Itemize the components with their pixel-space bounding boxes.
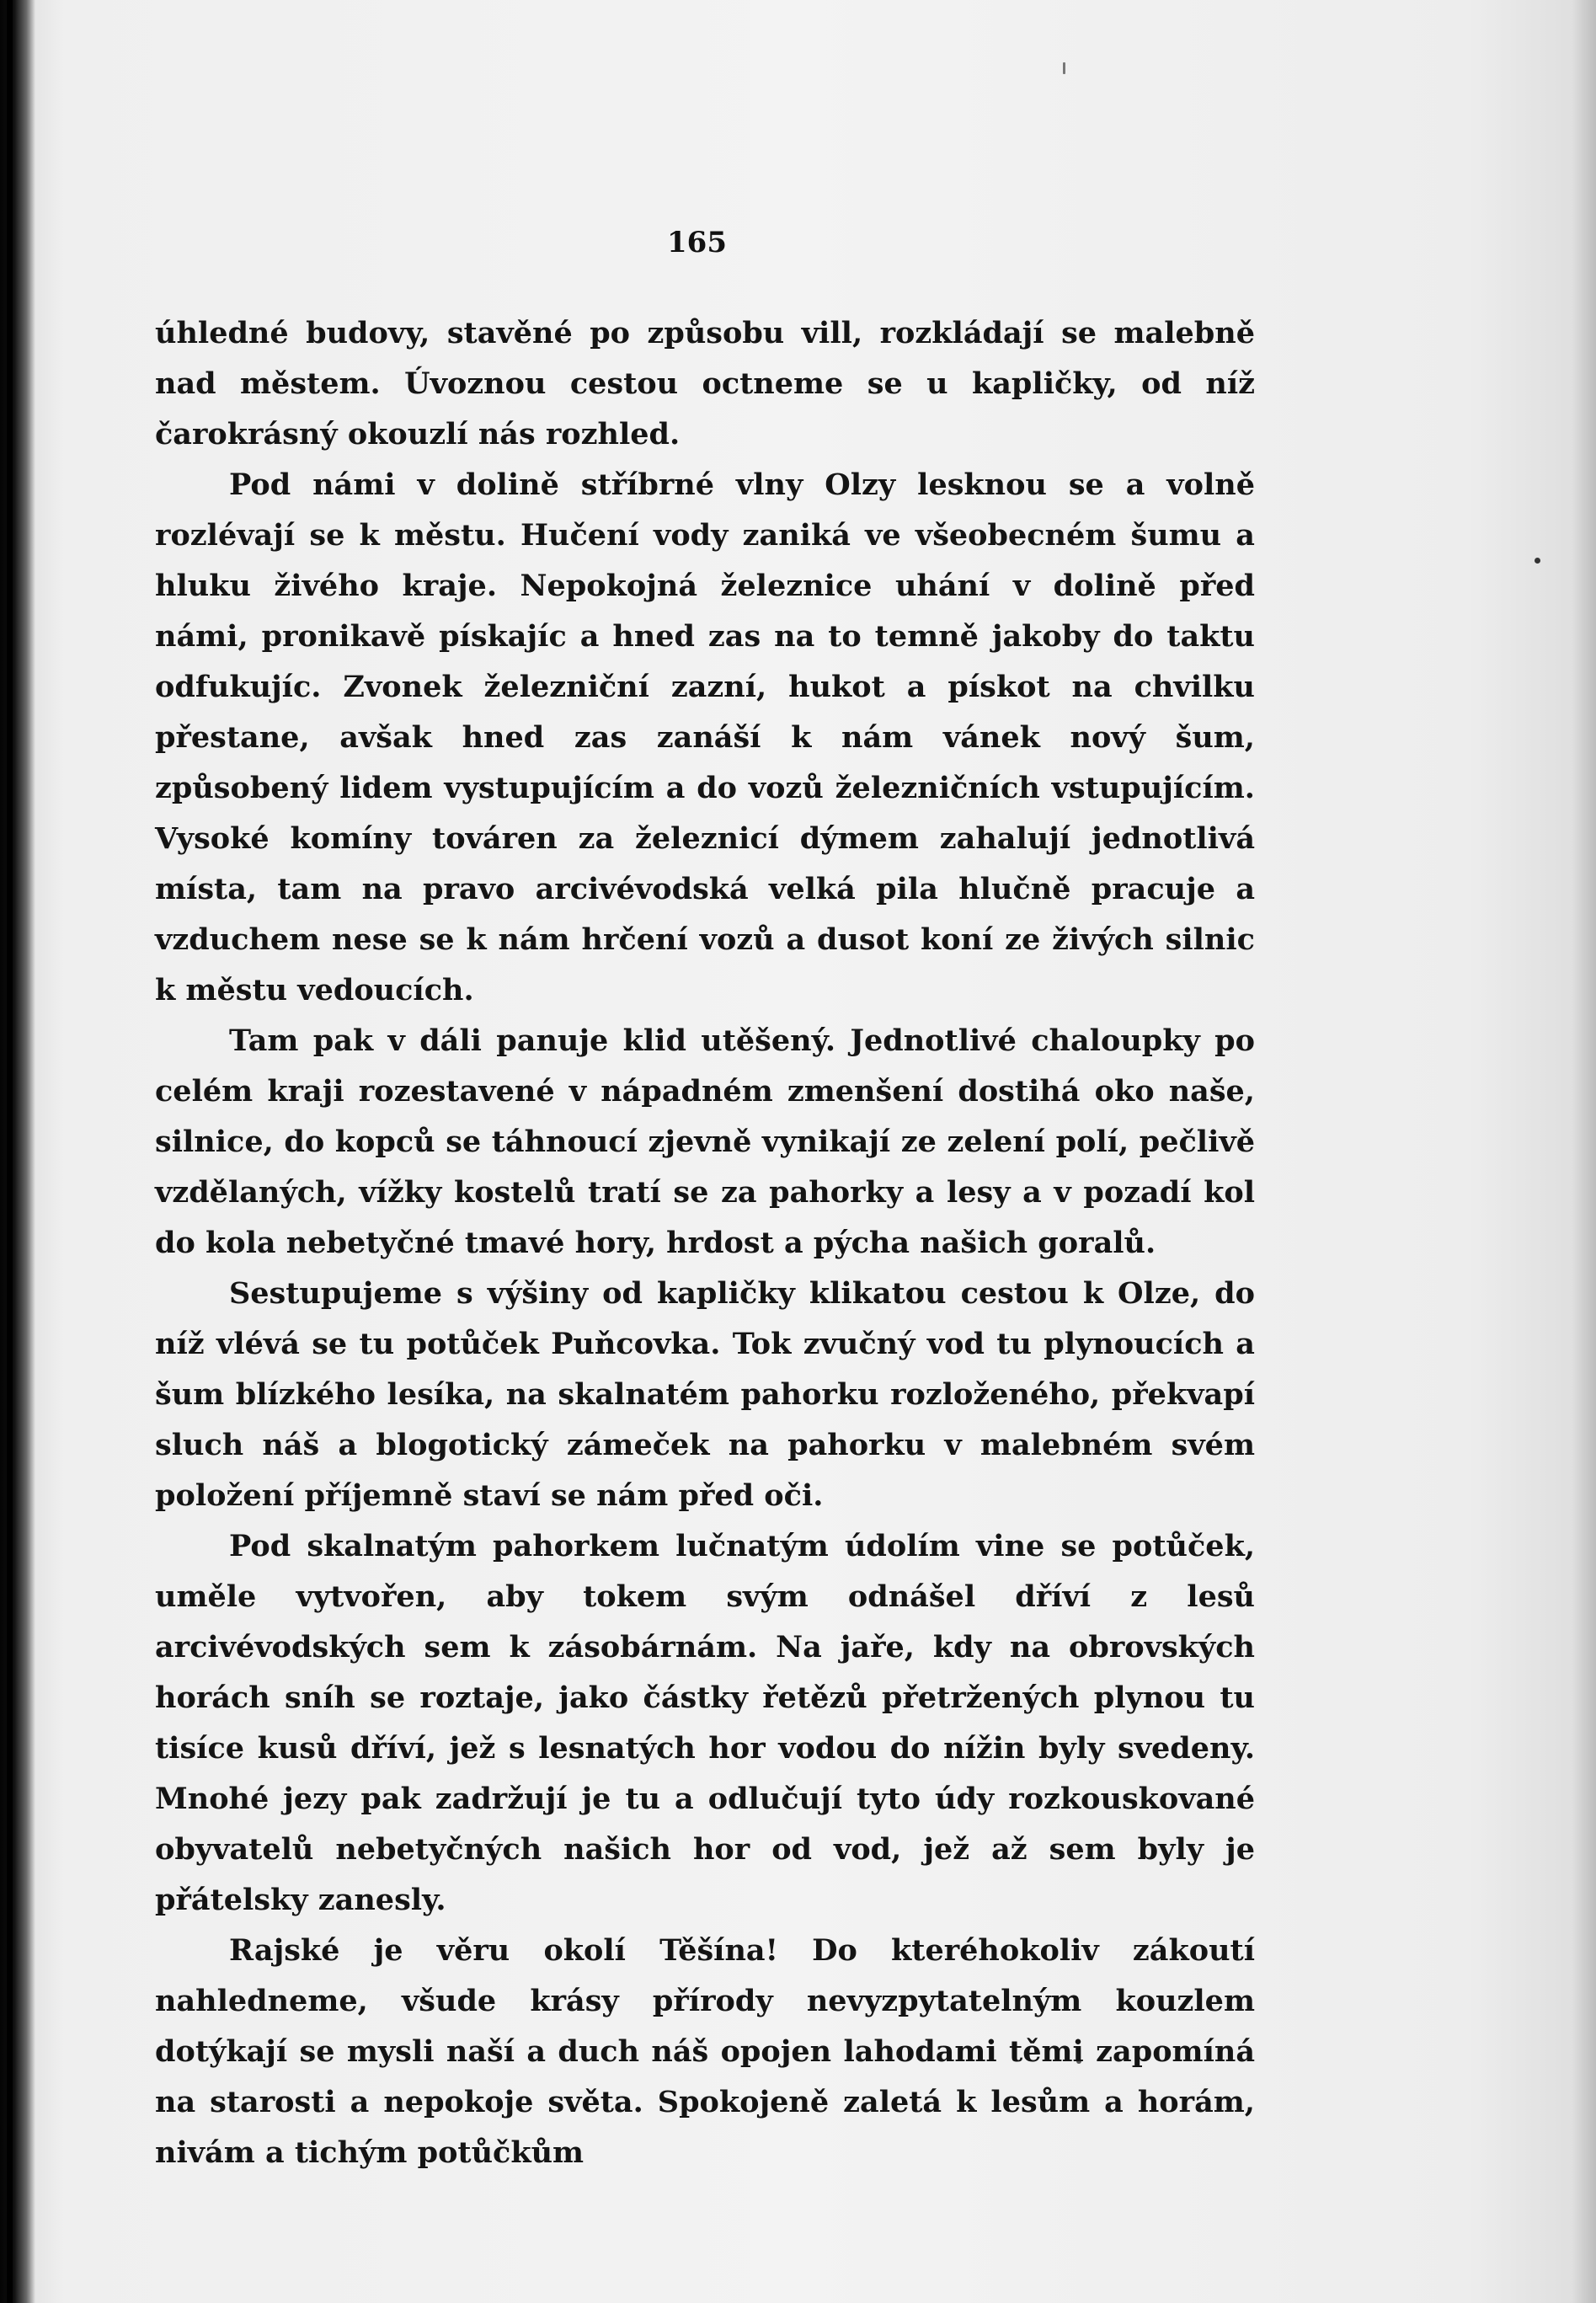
paragraph: Pod skalnatým pahorkem lučnatým údolím vine se potůček, uměle vytvořen, aby tokem svým odnášel dříví z lesů arcivévodských sem k zásobárnám. Na jaře, kdy na obrovských horách sníh se roztaje, jako částky řetězů přetržených plynou tu tisíce kusů dříví, jež s lesnatých hor vodou do nížin byly svedeny. Mnohé jezy pak zadržují je tu a odlučují tyto údy rozkouskované obyvatelů nebetyčných našich hor od vod, jež až sem byly je přátelsky zanesly. xyxy=(155,1529,1255,1917)
binding-edge xyxy=(7,0,13,2303)
page-edge-shadow xyxy=(1572,0,1596,2303)
paragraph: Rajské je věru okolí Těšína! Do kteréhokoliv zákoutí nahledneme, všude krásy přírody nevyzpytatelným kouzlem dotýkají se mysli naší a duch náš opojen lahodami těmi zapomíná na starosti a nepokoje světa. Spokojeně zaletá k lesům a horám, nivám a tichým potůčkům xyxy=(155,1933,1255,2170)
binding-shadow xyxy=(0,0,35,2303)
dust-speck xyxy=(1535,558,1540,564)
paragraph: Sestupujeme s výšiny od kapličky klikatou cestou k Olze, do níž vlévá se tu potůček Puňcovka. Tok zvučný vod tu plynoucích a šum blízkého lesíka, na skalnatém pahorku rozloženého, překvapí sluch náš a blogotický zámeček na pahorku v malebném svém položení příjemně staví se nám před oči. xyxy=(155,1276,1255,1513)
paragraph: Tam pak v dáli panuje klid utěšený. Jednotlivé chaloupky po celém kraji rozestavené v nápadném zmenšení dostihá oko naše, silnice, do kopců se táhnoucí zjevně vynikají ze zelení polí, pečlivě vzdělaných, vížky kostelů tratí se za pahorky a lesy a v pozadí kol do kola nebetyčné tmavé hory, hrdost a pýcha našich goralů. xyxy=(155,1023,1255,1260)
dust-speck xyxy=(1063,62,1065,74)
body-text xyxy=(155,308,1255,2178)
paragraph: úhledné budovy, stavěné po způsobu vill, rozkládají se malebně nad městem. Úvoznou cestou octneme se u kapličky, od níž čarokrásný okouzlí nás rozhled. xyxy=(155,316,1255,452)
page-number: 165 xyxy=(667,226,727,259)
paragraph: Pod námi v dolině stříbrné vlny Olzy lesknou se a volně rozlévají se k městu. Hučení vody zaniká ve všeobecném šumu a hluku živého kraje. Nepokojná železnice uhání v dolině před námi, pronikavě pískajíc a hned zas na to temně jakoby do taktu odfukujíc. Zvonek železniční zazní, hukot a pískot na chvilku přestane, avšak hned zas zanáší k nám vánek nový šum, způsobený lidem vystupujícím a do vozů železničních vstupujícím. Vysoké komíny továren za železnicí dýmem zahalují jednotlivá místa, tam na pravo arcivévodská velká pila hlučně pracuje a vzduchem nese se k nám hrčení vozů a dusot koní ze živých silnic k městu vedoucích. xyxy=(155,468,1255,1007)
